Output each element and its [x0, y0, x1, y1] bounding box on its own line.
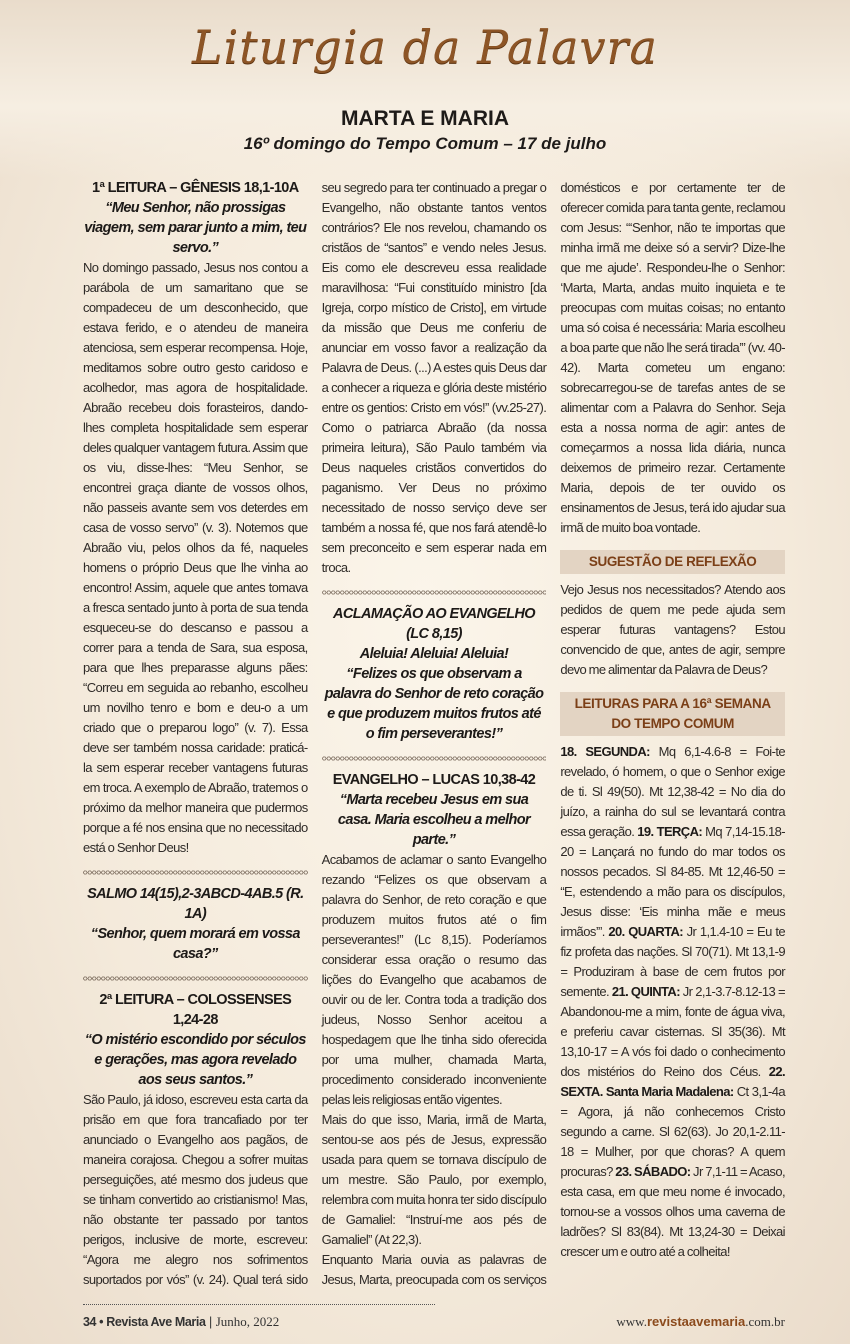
psalm: [83, 884, 308, 964]
week-readings-heading-1: LEITURAS PARA A 16ª SEMANA: [574, 696, 771, 711]
ornament-divider: [322, 756, 547, 761]
gospel-quote: “Marta recebeu Jesus em sua casa. Maria escolheu a melhor parte.”: [337, 792, 531, 848]
footer-publication: [83, 1314, 279, 1330]
day-label: 21. QUINTA:: [611, 984, 680, 999]
first-reading-header: [83, 178, 308, 258]
reflection-body: Vejo Jesus nos necessitados? Atendo aos pedidos de quem me pede ajuda sem esperar futuras vantagens? Estou convencido de que, antes de agir, sempre devo me alimentar da Palavra de Deus?: [560, 582, 785, 677]
day-text: Mq 6,1-4.6-8 = Foi-te revelado, ó homem, o que o Senhor exige de ti. Sl 49(50). Mt 12,38-42 = No dia do juízo, a rainha do sul se levantará contra essa geração.: [560, 744, 785, 839]
day-label: 22. SEXTA. Santa Maria Madalena:: [560, 1064, 785, 1099]
first-reading-quote: “Meu Senhor, não prossigas viagem, sem parar junto a mim, teu servo.”: [84, 200, 307, 256]
url-prefix: www.: [616, 1314, 647, 1329]
day-text: Mq 7,14-15.18-20 = Lançará no fundo do mar todos os nossos pecados. Sl 84-85. Mt 12,46-50 = “E, estendendo a mão para os discípulos, Jesus disse: ‘Eis minha mãe e meus irmãos’”.: [560, 824, 785, 939]
day-text: Jr 7,1-11 = Acaso, esta casa, em que meu nome é invocado, tornou-se a vossos olhos uma caverna de ladrões? Sl 83(84). Mt 13,24-30 = Deixai crescer um e outro até a colheita!: [560, 1164, 785, 1259]
second-reading-header: [83, 990, 308, 1090]
reflection-heading: SUGESTÃO DE REFLEXÃO: [588, 554, 757, 569]
page-title: MARTA E MARIA: [341, 107, 509, 130]
website-link[interactable]: [616, 1314, 785, 1330]
ornament-divider: [83, 976, 308, 981]
gospel-paragraph: Acabamos de aclamar o santo Evangelho rezando “Felizes os que observam a palavra do Senhor, de reto coração e que produzem muitos frutos até o fim perseverantes!” (Lc 8,15). Poderíamos considerar essa oração o resumo das lições do Evangelho que acabamos de ouvir ou de ler. Contra toda a tradição dos judeus, Nosso Senhor aceitou a hospedagem que lhe tinha sido oferecida por uma mulher, chamada Marta, procedimento considerado inconveniente pelas leis religiosas então vigentes.: [321, 852, 547, 1107]
gospel-header: [322, 770, 547, 850]
day-label: 19. TERÇA:: [637, 824, 703, 839]
reflection-heading-box: [560, 550, 785, 574]
second-reading-heading: 2ª LEITURA – COLOSSENSES 1,24-28: [99, 992, 292, 1028]
second-reading-body: São Paulo, já idoso, escreveu esta carta da prisão em que fora trancafiado por ter anunciado o Evangelho aos pagãos, de maneira corajosa. Chegou a sofrer muitas perseguições, até mesmo dos judeus que se tinham convertido ao cristianismo! Mas, não obstante ter passado por tantos perigos, inclusive de morte, escreveu: “Agora me alegro nos sofrimentos suportados por vós” (v. 24). Qual terá sido seu segredo para ter continuado a pregar o Evangelho, não obstante tantos ventos contrários? Ele nos revelou, chamando os cristãos de “santos” e vendo neles Jesus. Eis como ele descreveu essa realidade maravilhosa: “Fui constituído ministro [da Igreja, corpo místico de Cristo], em virtude da missão que Deus me conferiu de anunciar em vosso favor a realização da Palavra de Deus. (...) A estes quis Deus dar a conhecer a riqueza e glória deste mistério entre os gentios: Cristo em vós!” (vv.25-27). Como o patriarca Abraão (da nossa primeira leitura), São Paulo também via Deus naqueles cristãos convertidos do paganismo. Ver Deus no próximo necessitado de nosso serviço deve ser também a nossa fé, que nos fará atendê-lo sem preconceito e sem esperar nada em troca.: [83, 180, 547, 1287]
gospel-heading: EVANGELHO – LUCAS 10,38-42: [332, 772, 536, 788]
acclamation-alleluia: Aleluia! Aleluia! Aleluia!: [359, 646, 509, 662]
gospel-acclamation: [322, 604, 547, 744]
header-band: [0, 0, 850, 178]
day-text: Ct 3,1-4a = Agora, já não conhecemos Cristo segundo a carne. Sl 62(63). Jo 20,1-2.11-18 = Mulher, por que choras? A quem procuras?: [560, 1084, 785, 1179]
psalm-heading: SALMO 14(15),2-3ABCD-4AB.5 (R. 1A): [87, 886, 304, 922]
article-columns: [83, 178, 785, 1290]
footer-rule: [83, 1304, 435, 1305]
footer-separator: |: [208, 1315, 213, 1329]
second-reading-quote: “O mistério escondido por séculos e gerações, mas agora revelado aos seus santos.”: [84, 1032, 306, 1088]
section-title: Liturgia da Palavra: [192, 20, 658, 74]
week-readings-heading-box: [560, 692, 785, 736]
acclamation-verse: “Felizes os que observam a palavra do Senhor de reto coração e que produzem muitos frutos até o fim perseverantes!”: [324, 666, 544, 742]
url-domain: revistaavemaria: [646, 1314, 746, 1329]
week-readings-heading-2: DO TEMPO COMUM: [611, 716, 734, 731]
first-reading-body: No domingo passado, Jesus nos contou a parábola de um samaritano que se compadeceu de um desconhecido, que estava ferido, e o atendeu de maneira atenciosa, sem esperar recompensa. Hoje, meditamos sobre outro gesto caridoso e acolhedor, mas agora de hospitalidade. Abraão recebeu dois forasteiros, dando-lhes completa hospitalidade sem esperar deles qualquer vantagem futura. Assim que os viu, disse-lhes: “Meu Senhor, se encontrei graça diante de vossos olhos, não passeis avante sem vos deterdes em casa de vosso servo” (v. 3). Notemos que Abraão viu, pelos olhos da fé, naqueles homens o próprio Deus que lhe vinha ao encontro! Assim, aquele que antes tomava a fresca sentado junto à porta de sua tenda esqueceu-se do descanso e passou a correr para a tenda de Sara, sua esposa, para que lhes preparasse alguns pães: “Correu em seguida ao rebanho, escolheu um novilho tenro e bom e deu-o a um criado que o preparou logo” (v. 7). Essa deve ser também nossa caridade: praticá-la sem esperar receber vantagens futuras em troca. A exemplo de Abraão, tratemos o próximo da melhor maneira que pudermos porque a fé nos ensina que no necessitado está o Senhor Deus!: [83, 260, 308, 855]
day-label: 23. SÁBADO:: [615, 1164, 691, 1179]
day-text: Jr 1,1.4-10 = Eu te fiz profeta das nações. Sl 70(71). Mt 13,1-9 = Produziram à base de cem frutos por semente.: [560, 924, 785, 999]
day-label: 20. QUARTA:: [608, 924, 684, 939]
page-number: 34 • Revista Ave Maria: [83, 1315, 206, 1329]
acclamation-heading: ACLAMAÇÃO AO EVANGELHO (LC 8,15): [333, 606, 535, 642]
week-readings-list: [560, 742, 785, 1262]
gospel-paragraph: Enquanto Maria ouvia as palavras de Jesus, Marta, preocupada com os serviços domésticos e por certamente ter de oferecer comida para tanta gente, reclamou com Jesus: “‘Senhor, não te importas que minha irmã me deixe só a servir? Dize-lhe que me ajude’. Respondeu-lhe o Senhor: ‘Marta, Marta, andas muito inquieta e te preocupas com muitas coisas; no entanto uma só coisa é necessária: Maria escolheu a boa parte que não lhe será tirada’” (vv. 40-42). Marta cometeu um engano: sobrecarregou-se de tarefas antes de se alimentar com a Palavra do Senhor. Seja esta a nossa norma de agir: antes de começarmos a nossa lida diária, nunca deixemos de primeiro rezar. Certamente Maria, depois de ter ouvido os ensinamentos de Jesus, terá ido ajudar sua irmã de muito boa vontade.: [321, 180, 785, 1287]
footer: [83, 1304, 785, 1344]
url-suffix: .com.br: [745, 1314, 785, 1329]
psalm-response: “Senhor, quem morará em vossa casa?”: [90, 926, 300, 962]
first-reading-heading: 1ª LEITURA – GÊNESIS 18,1-10A: [92, 180, 299, 196]
page-subtitle: 16º domingo do Tempo Comum – 17 de julho: [243, 134, 607, 153]
issue-date: Junho, 2022: [215, 1314, 280, 1329]
ornament-divider: [83, 870, 308, 875]
day-text: Jr 2,1-3.7-8.12-13 = Abandonou-me a mim, fonte de água viva, e preferiu cavar cisternas. Sl 35(36). Mt 13,10-17 = A vós foi dado o conhecimento dos mistérios do Reino dos Céus.: [560, 984, 785, 1079]
gospel-paragraph: Mais do que isso, Maria, irmã de Marta, sentou-se aos pés de Jesus, expressão usada para quem se tornava discípulo de um mestre. São Paulo, por exemplo, relembra com muita honra ter sido discípulo de Gamaliel: “Instruí-me aos pés de Gamaliel” (At 22,3).: [321, 1112, 547, 1247]
day-label: 18. SEGUNDA:: [560, 744, 650, 759]
ornament-divider: [322, 590, 547, 595]
